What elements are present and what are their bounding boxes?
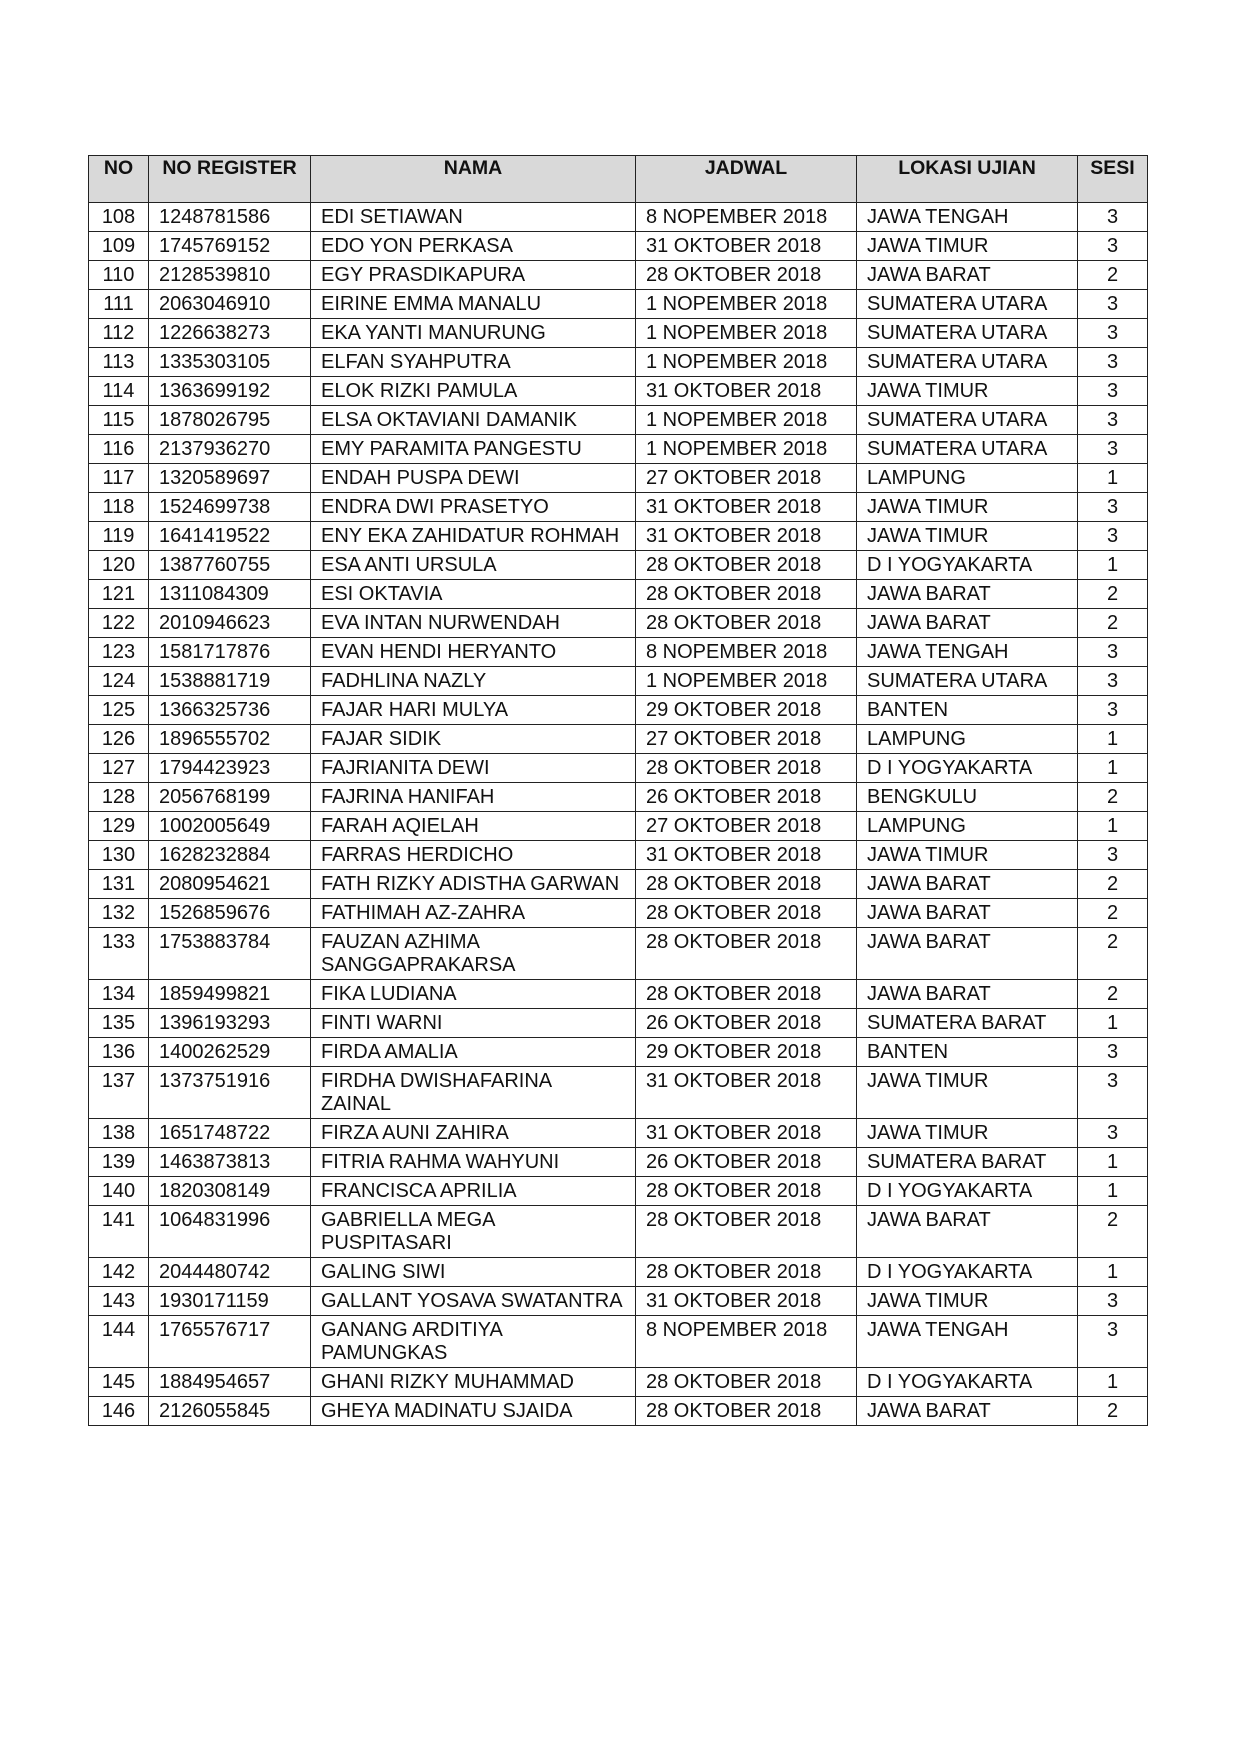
cell-jadwal: 8 NOPEMBER 2018 [636,203,857,232]
cell-lokasi-ujian: SUMATERA UTARA [857,406,1078,435]
cell-nama: ENDRA DWI PRASETYO [311,493,636,522]
cell-no-register: 1064831996 [149,1206,311,1258]
header-nama: NAMA [311,156,636,203]
cell-sesi: 3 [1078,319,1148,348]
cell-jadwal: 31 OKTOBER 2018 [636,493,857,522]
cell-nama: FARRAS HERDICHO [311,841,636,870]
cell-lokasi-ujian: JAWA BARAT [857,609,1078,638]
cell-nama: FIKA LUDIANA [311,980,636,1009]
cell-jadwal: 31 OKTOBER 2018 [636,1287,857,1316]
cell-sesi: 2 [1078,980,1148,1009]
table-row [89,551,1148,580]
cell-no-register: 1538881719 [149,667,311,696]
cell-no-register: 1373751916 [149,1067,311,1119]
cell-no-register: 1387760755 [149,551,311,580]
cell-jadwal: 29 OKTOBER 2018 [636,696,857,725]
cell-no: 112 [89,319,149,348]
cell-sesi: 1 [1078,812,1148,841]
header-lokasi-ujian: LOKASI UJIAN [857,156,1078,203]
table-row [89,261,1148,290]
table-row [89,1177,1148,1206]
cell-jadwal: 28 OKTOBER 2018 [636,870,857,899]
table-row [89,1148,1148,1177]
cell-no-register: 1930171159 [149,1287,311,1316]
table-row [89,348,1148,377]
cell-sesi: 1 [1078,1258,1148,1287]
cell-no-register: 1820308149 [149,1177,311,1206]
cell-lokasi-ujian: BENGKULU [857,783,1078,812]
cell-no: 109 [89,232,149,261]
cell-sesi: 3 [1078,667,1148,696]
cell-jadwal: 31 OKTOBER 2018 [636,522,857,551]
cell-sesi: 3 [1078,1287,1148,1316]
cell-sesi: 3 [1078,1119,1148,1148]
cell-no-register: 1248781586 [149,203,311,232]
cell-no-register: 1524699738 [149,493,311,522]
cell-no: 120 [89,551,149,580]
cell-nama: EIRINE EMMA MANALU [311,290,636,319]
cell-no: 134 [89,980,149,1009]
cell-sesi: 3 [1078,493,1148,522]
cell-no-register: 1002005649 [149,812,311,841]
cell-sesi: 3 [1078,1067,1148,1119]
cell-jadwal: 1 NOPEMBER 2018 [636,290,857,319]
cell-nama: EKA YANTI MANURUNG [311,319,636,348]
cell-no: 139 [89,1148,149,1177]
cell-lokasi-ujian: JAWA BARAT [857,1397,1078,1426]
cell-sesi: 2 [1078,899,1148,928]
cell-lokasi-ujian: BANTEN [857,696,1078,725]
cell-lokasi-ujian: SUMATERA BARAT [857,1009,1078,1038]
cell-nama: ELFAN SYAHPUTRA [311,348,636,377]
cell-no: 122 [89,609,149,638]
cell-no: 133 [89,928,149,980]
cell-nama: EVA INTAN NURWENDAH [311,609,636,638]
cell-jadwal: 28 OKTOBER 2018 [636,1258,857,1287]
table-row [89,1206,1148,1258]
cell-nama: ENDAH PUSPA DEWI [311,464,636,493]
table-row [89,203,1148,232]
cell-lokasi-ujian: JAWA TENGAH [857,1316,1078,1368]
cell-lokasi-ujian: D I YOGYAKARTA [857,754,1078,783]
cell-nama: ELSA OKTAVIANI DAMANIK [311,406,636,435]
table-row [89,928,1148,980]
cell-nama: FATH RIZKY ADISTHA GARWAN [311,870,636,899]
cell-jadwal: 1 NOPEMBER 2018 [636,667,857,696]
cell-sesi: 2 [1078,783,1148,812]
table-row [89,1316,1148,1368]
table-row [89,435,1148,464]
table-row [89,232,1148,261]
table-row [89,1368,1148,1397]
cell-jadwal: 31 OKTOBER 2018 [636,1119,857,1148]
cell-nama: FINTI WARNI [311,1009,636,1038]
cell-sesi: 3 [1078,696,1148,725]
table-row [89,522,1148,551]
cell-jadwal: 1 NOPEMBER 2018 [636,435,857,464]
cell-nama: FADHLINA NAZLY [311,667,636,696]
table-row [89,377,1148,406]
cell-jadwal: 31 OKTOBER 2018 [636,377,857,406]
cell-no: 140 [89,1177,149,1206]
cell-no-register: 2044480742 [149,1258,311,1287]
cell-nama: EMY PARAMITA PANGESTU [311,435,636,464]
cell-lokasi-ujian: JAWA BARAT [857,261,1078,290]
cell-jadwal: 1 NOPEMBER 2018 [636,348,857,377]
cell-jadwal: 31 OKTOBER 2018 [636,232,857,261]
cell-jadwal: 1 NOPEMBER 2018 [636,406,857,435]
cell-no: 146 [89,1397,149,1426]
cell-jadwal: 28 OKTOBER 2018 [636,1177,857,1206]
cell-jadwal: 28 OKTOBER 2018 [636,551,857,580]
cell-nama: FAJRINA HANIFAH [311,783,636,812]
cell-sesi: 1 [1078,725,1148,754]
cell-sesi: 3 [1078,203,1148,232]
table-row [89,638,1148,667]
cell-sesi: 3 [1078,377,1148,406]
cell-no-register: 1641419522 [149,522,311,551]
cell-no-register: 1396193293 [149,1009,311,1038]
cell-no-register: 2056768199 [149,783,311,812]
cell-no-register: 1765576717 [149,1316,311,1368]
cell-sesi: 3 [1078,290,1148,319]
cell-no: 128 [89,783,149,812]
cell-sesi: 3 [1078,435,1148,464]
cell-no-register: 1581717876 [149,638,311,667]
cell-no: 123 [89,638,149,667]
cell-sesi: 1 [1078,1177,1148,1206]
cell-no: 143 [89,1287,149,1316]
table-row [89,812,1148,841]
cell-jadwal: 26 OKTOBER 2018 [636,1009,857,1038]
cell-nama: ELOK RIZKI PAMULA [311,377,636,406]
cell-nama: GALLANT YOSAVA SWATANTRA [311,1287,636,1316]
cell-nama: GANANG ARDITIYA PAMUNGKAS [311,1316,636,1368]
cell-no-register: 1526859676 [149,899,311,928]
cell-lokasi-ujian: JAWA TIMUR [857,377,1078,406]
cell-lokasi-ujian: JAWA BARAT [857,899,1078,928]
cell-no-register: 1884954657 [149,1368,311,1397]
cell-sesi: 1 [1078,754,1148,783]
cell-lokasi-ujian: JAWA BARAT [857,928,1078,980]
cell-lokasi-ujian: JAWA TIMUR [857,232,1078,261]
header-no: NO [89,156,149,203]
cell-no-register: 1753883784 [149,928,311,980]
cell-no: 108 [89,203,149,232]
table-row [89,1038,1148,1067]
cell-no: 132 [89,899,149,928]
cell-jadwal: 28 OKTOBER 2018 [636,928,857,980]
table-row [89,319,1148,348]
cell-no: 116 [89,435,149,464]
table-row [89,1119,1148,1148]
cell-no: 114 [89,377,149,406]
cell-lokasi-ujian: LAMPUNG [857,725,1078,754]
table-row [89,1397,1148,1426]
cell-sesi: 2 [1078,580,1148,609]
cell-no: 111 [89,290,149,319]
cell-jadwal: 26 OKTOBER 2018 [636,1148,857,1177]
cell-jadwal: 28 OKTOBER 2018 [636,1368,857,1397]
cell-sesi: 1 [1078,1368,1148,1397]
cell-jadwal: 28 OKTOBER 2018 [636,899,857,928]
cell-no: 119 [89,522,149,551]
cell-sesi: 3 [1078,1316,1148,1368]
cell-sesi: 1 [1078,551,1148,580]
table-row [89,725,1148,754]
cell-lokasi-ujian: JAWA TIMUR [857,1287,1078,1316]
cell-nama: GHANI RIZKY MUHAMMAD [311,1368,636,1397]
cell-no-register: 1745769152 [149,232,311,261]
cell-sesi: 3 [1078,522,1148,551]
table-row [89,580,1148,609]
cell-sesi: 3 [1078,638,1148,667]
cell-no-register: 1651748722 [149,1119,311,1148]
cell-no: 110 [89,261,149,290]
cell-sesi: 3 [1078,406,1148,435]
cell-no: 141 [89,1206,149,1258]
cell-sesi: 2 [1078,1206,1148,1258]
participant-table-container [88,155,1148,1426]
cell-no: 130 [89,841,149,870]
cell-lokasi-ujian: JAWA TENGAH [857,638,1078,667]
table-row [89,464,1148,493]
cell-no-register: 1363699192 [149,377,311,406]
table-row [89,870,1148,899]
cell-no-register: 2126055845 [149,1397,311,1426]
cell-no: 127 [89,754,149,783]
cell-sesi: 2 [1078,928,1148,980]
cell-no: 126 [89,725,149,754]
cell-sesi: 3 [1078,348,1148,377]
cell-nama: GHEYA MADINATU SJAIDA [311,1397,636,1426]
cell-jadwal: 28 OKTOBER 2018 [636,580,857,609]
participant-table [88,155,1148,1426]
cell-no: 136 [89,1038,149,1067]
cell-no-register: 2128539810 [149,261,311,290]
cell-lokasi-ujian: SUMATERA UTARA [857,435,1078,464]
cell-lokasi-ujian: D I YOGYAKARTA [857,1177,1078,1206]
cell-no-register: 1400262529 [149,1038,311,1067]
cell-jadwal: 31 OKTOBER 2018 [636,841,857,870]
table-row [89,980,1148,1009]
cell-no: 142 [89,1258,149,1287]
cell-no: 129 [89,812,149,841]
table-row [89,1287,1148,1316]
cell-nama: FRANCISCA APRILIA [311,1177,636,1206]
cell-nama: FIRZA AUNI ZAHIRA [311,1119,636,1148]
table-row [89,696,1148,725]
table-row [89,783,1148,812]
cell-lokasi-ujian: BANTEN [857,1038,1078,1067]
header-jadwal: JADWAL [636,156,857,203]
cell-no-register: 1320589697 [149,464,311,493]
cell-nama: EDI SETIAWAN [311,203,636,232]
cell-no-register: 1628232884 [149,841,311,870]
table-row [89,1067,1148,1119]
cell-sesi: 2 [1078,609,1148,638]
cell-lokasi-ujian: JAWA TIMUR [857,841,1078,870]
cell-lokasi-ujian: LAMPUNG [857,812,1078,841]
cell-lokasi-ujian: JAWA TIMUR [857,493,1078,522]
cell-jadwal: 28 OKTOBER 2018 [636,754,857,783]
cell-lokasi-ujian: SUMATERA UTARA [857,290,1078,319]
cell-sesi: 1 [1078,1148,1148,1177]
header-no-register: NO REGISTER [149,156,311,203]
cell-nama: EGY PRASDIKAPURA [311,261,636,290]
table-row [89,1009,1148,1038]
cell-jadwal: 8 NOPEMBER 2018 [636,1316,857,1368]
table-row [89,1258,1148,1287]
cell-nama: FATHIMAH AZ-ZAHRA [311,899,636,928]
cell-nama: FIRDHA DWISHAFARINA ZAINAL [311,1067,636,1119]
table-row [89,290,1148,319]
cell-no: 124 [89,667,149,696]
cell-nama: FITRIA RAHMA WAHYUNI [311,1148,636,1177]
cell-no: 145 [89,1368,149,1397]
cell-no: 125 [89,696,149,725]
cell-no-register: 2080954621 [149,870,311,899]
cell-lokasi-ujian: SUMATERA BARAT [857,1148,1078,1177]
table-header-row [89,156,1148,203]
cell-no: 131 [89,870,149,899]
cell-no: 138 [89,1119,149,1148]
cell-lokasi-ujian: SUMATERA UTARA [857,348,1078,377]
cell-jadwal: 27 OKTOBER 2018 [636,464,857,493]
cell-lokasi-ujian: D I YOGYAKARTA [857,1368,1078,1397]
cell-lokasi-ujian: JAWA TIMUR [857,1067,1078,1119]
cell-nama: EVAN HENDI HERYANTO [311,638,636,667]
cell-jadwal: 28 OKTOBER 2018 [636,609,857,638]
cell-no-register: 1463873813 [149,1148,311,1177]
cell-sesi: 1 [1078,1009,1148,1038]
cell-jadwal: 27 OKTOBER 2018 [636,725,857,754]
cell-no-register: 1896555702 [149,725,311,754]
cell-no-register: 1226638273 [149,319,311,348]
table-row [89,899,1148,928]
cell-lokasi-ujian: SUMATERA UTARA [857,667,1078,696]
cell-lokasi-ujian: D I YOGYAKARTA [857,1258,1078,1287]
cell-no: 113 [89,348,149,377]
cell-lokasi-ujian: JAWA TIMUR [857,522,1078,551]
cell-jadwal: 28 OKTOBER 2018 [636,1206,857,1258]
cell-no-register: 2010946623 [149,609,311,638]
cell-no: 137 [89,1067,149,1119]
cell-lokasi-ujian: JAWA TIMUR [857,1119,1078,1148]
cell-nama: FAJAR HARI MULYA [311,696,636,725]
cell-no-register: 1366325736 [149,696,311,725]
cell-sesi: 2 [1078,261,1148,290]
table-row [89,754,1148,783]
cell-sesi: 2 [1078,1397,1148,1426]
cell-nama: FAJRIANITA DEWI [311,754,636,783]
cell-no-register: 2137936270 [149,435,311,464]
cell-lokasi-ujian: SUMATERA UTARA [857,319,1078,348]
cell-jadwal: 29 OKTOBER 2018 [636,1038,857,1067]
cell-nama: GALING SIWI [311,1258,636,1287]
table-body [89,203,1148,1426]
cell-sesi: 3 [1078,1038,1148,1067]
cell-no-register: 1311084309 [149,580,311,609]
cell-no: 135 [89,1009,149,1038]
cell-sesi: 3 [1078,841,1148,870]
cell-nama: ESA ANTI URSULA [311,551,636,580]
cell-no: 144 [89,1316,149,1368]
cell-nama: FIRDA AMALIA [311,1038,636,1067]
table-row [89,667,1148,696]
table-row [89,841,1148,870]
cell-jadwal: 28 OKTOBER 2018 [636,1397,857,1426]
cell-jadwal: 28 OKTOBER 2018 [636,980,857,1009]
cell-jadwal: 26 OKTOBER 2018 [636,783,857,812]
cell-no: 118 [89,493,149,522]
cell-lokasi-ujian: JAWA TENGAH [857,203,1078,232]
table-row [89,609,1148,638]
cell-lokasi-ujian: JAWA BARAT [857,580,1078,609]
cell-nama: GABRIELLA MEGA PUSPITASARI [311,1206,636,1258]
cell-nama: ENY EKA ZAHIDATUR ROHMAH [311,522,636,551]
cell-lokasi-ujian: JAWA BARAT [857,870,1078,899]
cell-nama: ESI OKTAVIA [311,580,636,609]
cell-jadwal: 27 OKTOBER 2018 [636,812,857,841]
cell-no-register: 1335303105 [149,348,311,377]
cell-sesi: 3 [1078,232,1148,261]
cell-no-register: 1794423923 [149,754,311,783]
cell-jadwal: 31 OKTOBER 2018 [636,1067,857,1119]
cell-nama: EDO YON PERKASA [311,232,636,261]
cell-no: 121 [89,580,149,609]
cell-nama: FAUZAN AZHIMA SANGGAPRAKARSA [311,928,636,980]
cell-no: 117 [89,464,149,493]
cell-sesi: 1 [1078,464,1148,493]
cell-jadwal: 1 NOPEMBER 2018 [636,319,857,348]
cell-nama: FARAH AQIELAH [311,812,636,841]
cell-no-register: 1859499821 [149,980,311,1009]
table-row [89,493,1148,522]
cell-nama: FAJAR SIDIK [311,725,636,754]
cell-jadwal: 8 NOPEMBER 2018 [636,638,857,667]
cell-jadwal: 28 OKTOBER 2018 [636,261,857,290]
cell-sesi: 2 [1078,870,1148,899]
cell-no-register: 2063046910 [149,290,311,319]
cell-lokasi-ujian: D I YOGYAKARTA [857,551,1078,580]
cell-lokasi-ujian: JAWA BARAT [857,1206,1078,1258]
cell-no: 115 [89,406,149,435]
cell-lokasi-ujian: LAMPUNG [857,464,1078,493]
header-sesi: SESI [1078,156,1148,203]
cell-no-register: 1878026795 [149,406,311,435]
cell-lokasi-ujian: JAWA BARAT [857,980,1078,1009]
table-row [89,406,1148,435]
